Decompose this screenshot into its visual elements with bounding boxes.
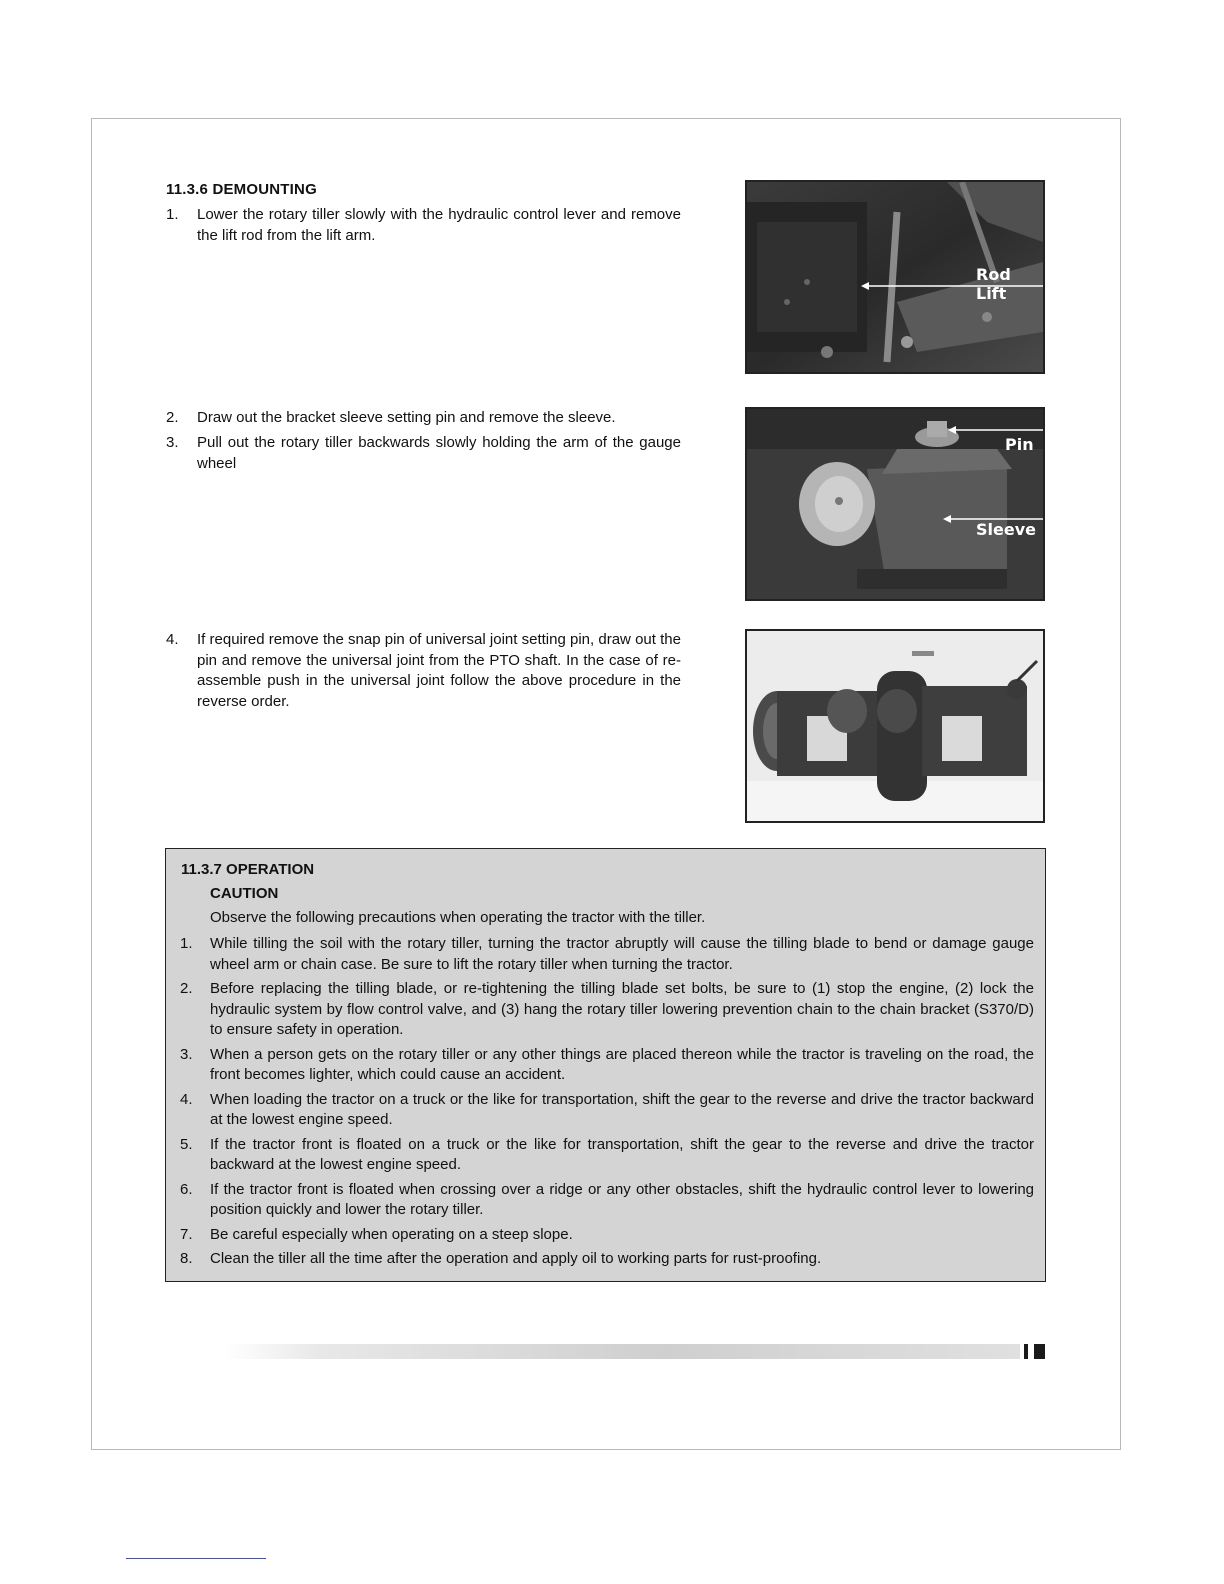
step-text: If required remove the snap pin of universal joint setting pin, draw out the pin and remove the universal joint from the PTO shaft. In the case of re-assemble push in the universal joint follow the above procedure in the reverse order. [197,631,681,710]
operation-item [180,1249,1034,1270]
step-number: 4. [166,631,179,648]
operation-item [180,1090,1034,1131]
operation-intro: Observe the following precautions when operating the tractor with the tiller. [210,909,706,926]
caution-heading: CAUTION [210,885,279,902]
item-text: If the tractor front is floated when crossing over a ridge or any other obstacles, shift the hydraulic control lever to lowering position quickly and lower the rotary tiller. [210,1180,1034,1218]
pin-sleeve-photo [745,407,1045,601]
operation-caution-box [165,848,1046,1282]
operation-item [180,1225,1034,1246]
demount-step-2 [166,408,681,429]
item-text: When loading the tractor on a truck or the like for transportation, shift the gear to the reverse and drive the tractor backward at the lowest engine speed. [210,1090,1034,1128]
footer-marker [1024,1344,1028,1359]
item-number: 2. [180,980,193,997]
item-number: 7. [180,1225,193,1243]
rod-lift-photo [745,180,1045,374]
operation-item [180,1180,1034,1221]
step-number: 3. [166,434,179,451]
demount-step-1 [166,205,681,246]
step-text: Lower the rotary tiller slowly with the hydraulic control lever and remove the lift rod from the lift arm. [197,206,681,244]
operation-item [180,979,1034,1041]
item-text: Be careful especially when operating on a steep slope. [210,1225,573,1243]
footer-marker [1034,1344,1045,1359]
item-number: 8. [180,1250,193,1267]
universal-joint-photo [745,629,1045,823]
step-number: 1. [166,206,179,223]
bottom-rule [126,1558,266,1559]
item-number: 1. [180,935,193,952]
pin-label: Pin [1005,435,1034,454]
operation-item [180,1045,1034,1086]
operation-item [180,934,1034,975]
footer-gradient-bar [225,1344,1020,1359]
item-number: 4. [180,1090,193,1108]
rod-lift-label: Rod Lift [976,265,1011,303]
universal-joint-image [747,631,1043,821]
operation-item [180,1135,1034,1176]
item-text: While tilling the soil with the rotary tiller, turning the tractor abruptly will cause the tilling blade to bend or damage gauge wheel arm or chain case. Be sure to lift the rotary tiller when turning the tractor. [210,935,1034,973]
operation-heading: 11.3.7 OPERATION [181,861,315,878]
demount-step-4 [166,630,681,712]
step-text: Pull out the rotary tiller backwards slowly holding the arm of the gauge wheel [197,434,681,472]
item-number: 6. [180,1180,193,1198]
sleeve-label: Sleeve [976,520,1036,539]
demount-step-3 [166,433,681,474]
item-text: Clean the tiller all the time after the operation and apply oil to working parts for rust-proofing. [210,1250,822,1267]
pin-sleeve-image [747,409,1043,599]
item-text: If the tractor front is floated on a truck or the like for transportation, shift the gear to the reverse and drive the tractor backward at the lowest engine speed. [210,1135,1034,1173]
demounting-heading: 11.3.6 DEMOUNTING [166,181,317,198]
item-text: When a person gets on the rotary tiller or any other things are placed thereon while the tractor is traveling on the road, the front becomes lighter, which could cause an accident. [210,1045,1034,1083]
item-number: 5. [180,1135,193,1153]
item-number: 3. [180,1045,193,1063]
step-text: Draw out the bracket sleeve setting pin and remove the sleeve. [197,409,616,426]
item-text: Before replacing the tilling blade, or re-tightening the tilling blade set bolts, be sure to (1) stop the engine, (2) lock the hydraulic system by flow control valve, and (3) hang the rotary tiller lowering prevention chain to the chain bracket (S370/D) to ensure safety in operation. [210,980,1034,1038]
step-number: 2. [166,409,179,426]
operation-list [180,934,1034,1274]
